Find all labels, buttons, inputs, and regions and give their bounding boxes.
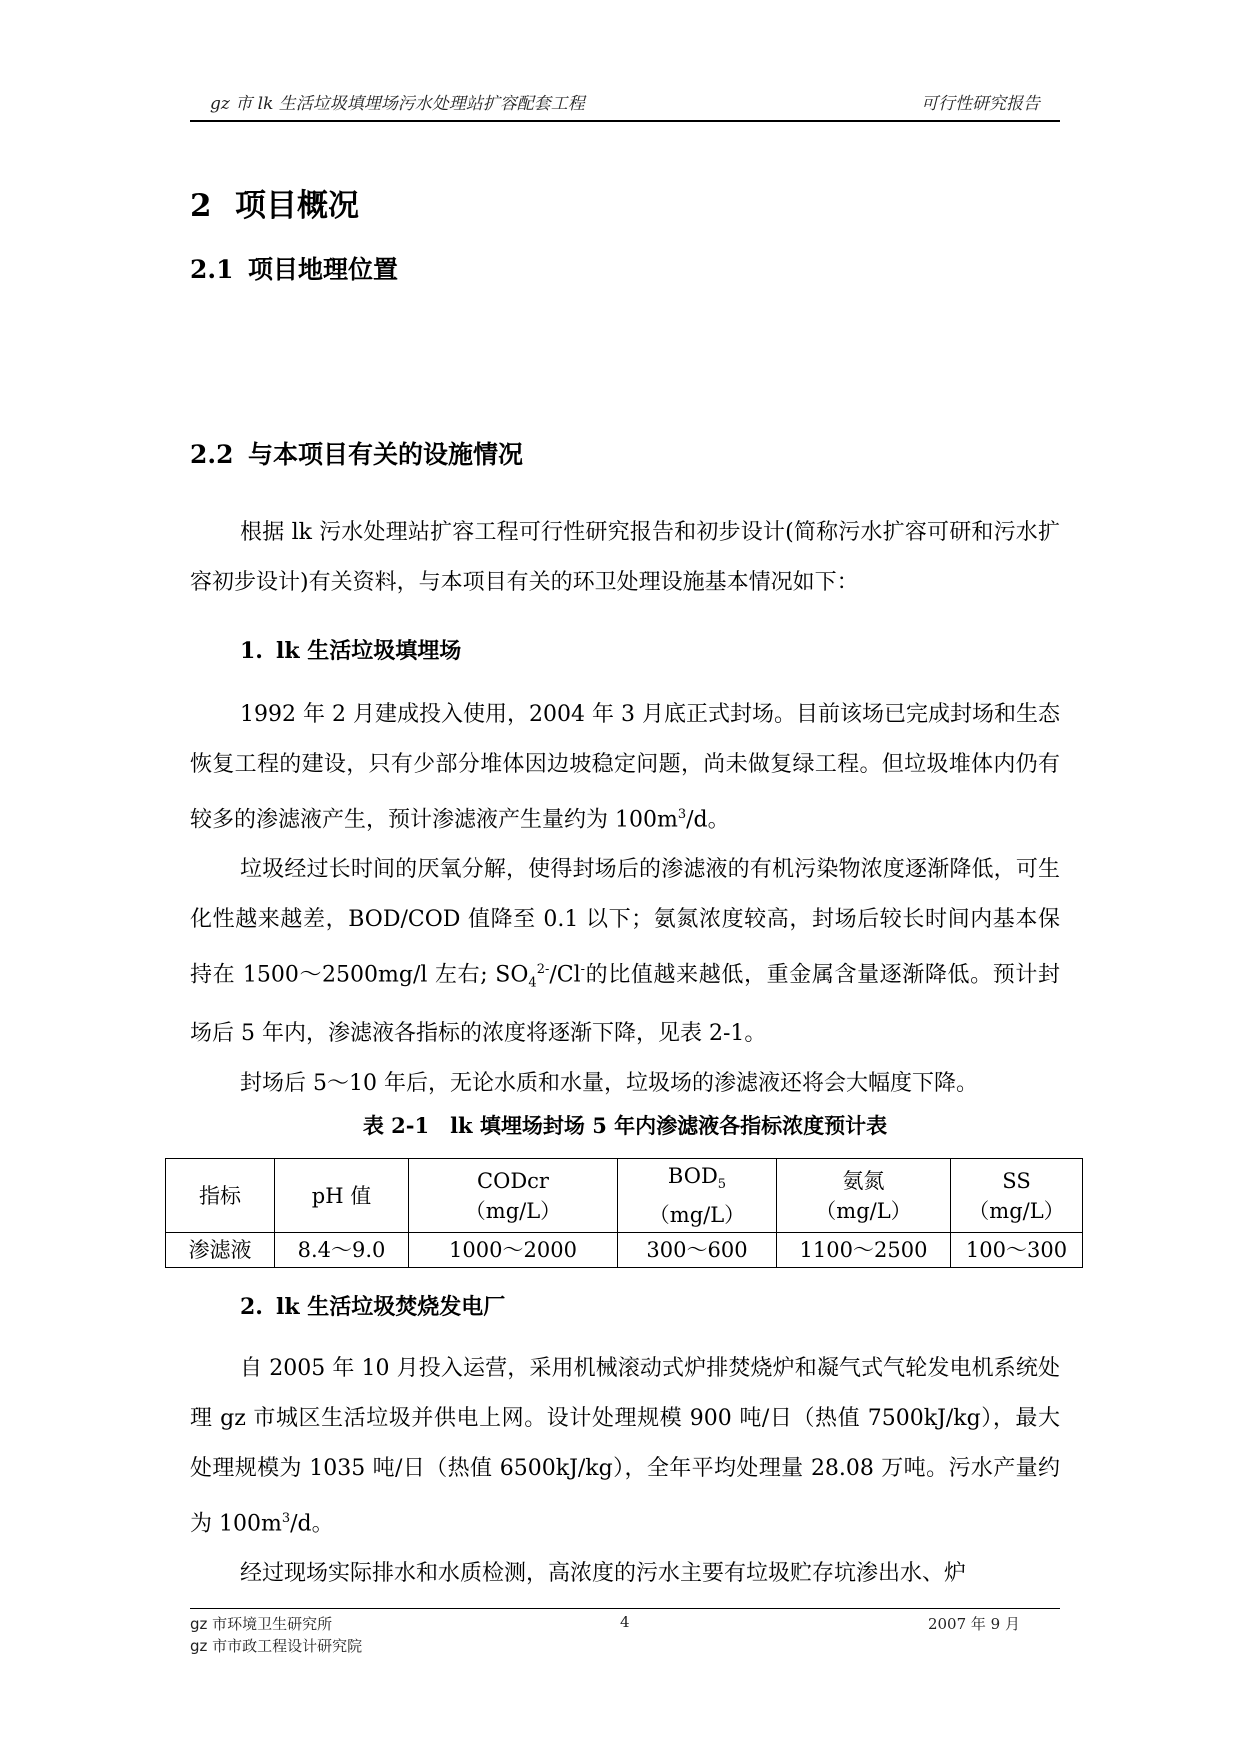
section-2-2-title: 与本项目有关的设施情况 <box>248 440 524 469</box>
page-number: 4 <box>620 1613 630 1631</box>
footer-org-2: gz 市市政工程设计研究院 <box>190 1637 363 1655</box>
header-cell-ss: SS （mg/L） <box>951 1159 1083 1233</box>
intro-paragraph: 根据 lk 污水处理站扩容工程可行性研究报告和初步设计(简称污水扩容可研和污水扩容初步设计)有关资料，与本项目有关的环卫处理设施基本情况如下： <box>190 520 1060 595</box>
header-report-type: 可行性研究报告 <box>921 94 1040 114</box>
header-cell-bod: $BOD_5$ （mg/L） <box>618 1159 777 1233</box>
chapter-title: 项目概况 <box>235 188 359 224</box>
page-footer <box>190 1608 1060 1655</box>
section-2-2-heading <box>190 435 523 471</box>
section-2-1-title: 项目地理位置 <box>248 255 399 284</box>
leachate-concentration-table <box>165 1158 1083 1268</box>
section-2-2-number: 2.2 <box>190 440 234 469</box>
page-header <box>190 86 1060 122</box>
cell-ammonia: 1100～2500 <box>777 1233 951 1268</box>
cell-ss: 100～300 <box>951 1233 1083 1268</box>
item-2-heading <box>240 1290 505 1321</box>
item-2-number: 2. <box>240 1294 263 1320</box>
table-row <box>166 1233 1083 1268</box>
section-2-1-heading <box>190 250 398 286</box>
header-project-title: gz 市 lk 生活垃圾填埋场污水处理站扩容配套工程 <box>210 94 585 114</box>
row-label: 渗滤液 <box>166 1233 275 1268</box>
landfill-paragraph-1: 1992 年 2 月建成投入使用，2004 年 3 月底正式封场。目前该场已完成封场和生态恢复工程的建设，只有少部分堆体因边坡稳定问题，尚未做复绿工程。但垃圾堆体内仍有较多的渗滤液产生，预计渗滤液产生量约为 $100m^3/d$。 <box>190 702 1060 833</box>
item-2-title: lk 生活垃圾焚烧发电厂 <box>276 1294 506 1320</box>
item-1-heading <box>240 634 461 665</box>
incineration-paragraph-1: 自 2005 年 10 月投入运营，采用机械滚动式炉排焚烧炉和凝气式气轮发电机系统处理 gz 市城区生活垃圾并供电上网。设计处理规模 900 吨/日（热值 7500kJ/kg），最大处理规模为 1035 吨/日（热值 6500kJ/kg），全年平均处理量 28.08 万吨。污水产量约为 $100m^3/d$。 <box>190 1356 1060 1537</box>
section-2-1-number: 2.1 <box>190 255 234 284</box>
intro-block <box>190 508 1060 608</box>
incineration-paragraph-2: 经过现场实际排水和水质检测，高浓度的污水主要有垃圾贮存坑渗出水、炉 <box>240 1561 967 1587</box>
chapter-number: 2 <box>190 188 212 224</box>
landfill-text-block <box>190 690 1060 1109</box>
landfill-paragraph-3: 封场后 5～10 年后，无论水质和水量，垃圾场的渗滤液还将会大幅度下降。 <box>240 1071 978 1097</box>
item-1-number: 1. <box>240 638 263 664</box>
table-caption: 表 2-1 lk 填埋场封场 5 年内渗滤液各指标浓度预计表 <box>362 1113 888 1138</box>
item-1-title: lk 生活垃圾填埋场 <box>276 638 462 664</box>
cell-ph: 8.4～9.0 <box>275 1233 409 1268</box>
landfill-paragraph-2: 垃圾经过长时间的厌氧分解，使得封场后的渗滤液的有机污染物浓度逐渐降低，可生化性越来越差，BOD/COD 值降至 0.1 以下；氨氮浓度较高，封场后较长时间内基本保持在 1500～2500mg/l 左右; $SO_4^{2-}/Cl^-$的比值越来越低，重金属含量逐渐降低。预计封场后 5 年内，渗滤液各指标的浓度将逐渐下降，见表 2-1。 <box>190 857 1060 1047</box>
footer-org-1: gz 市环境卫生研究所 <box>190 1615 333 1633</box>
cell-cod: 1000～2000 <box>409 1233 618 1268</box>
header-cell-ph: pH 值 <box>275 1159 409 1233</box>
header-cell-ammonia: 氨氮 （mg/L） <box>777 1159 951 1233</box>
cell-bod: 300～600 <box>618 1233 777 1268</box>
table-header-row <box>166 1159 1083 1233</box>
footer-date: 2007 年 9 月 <box>927 1615 1020 1633</box>
footer-organizations <box>190 1613 362 1657</box>
header-cell-index: 指标 <box>166 1159 275 1233</box>
header-cell-cod: CODcr （mg/L） <box>409 1159 618 1233</box>
incineration-text-block <box>190 1344 1060 1599</box>
chapter-heading <box>190 180 359 225</box>
